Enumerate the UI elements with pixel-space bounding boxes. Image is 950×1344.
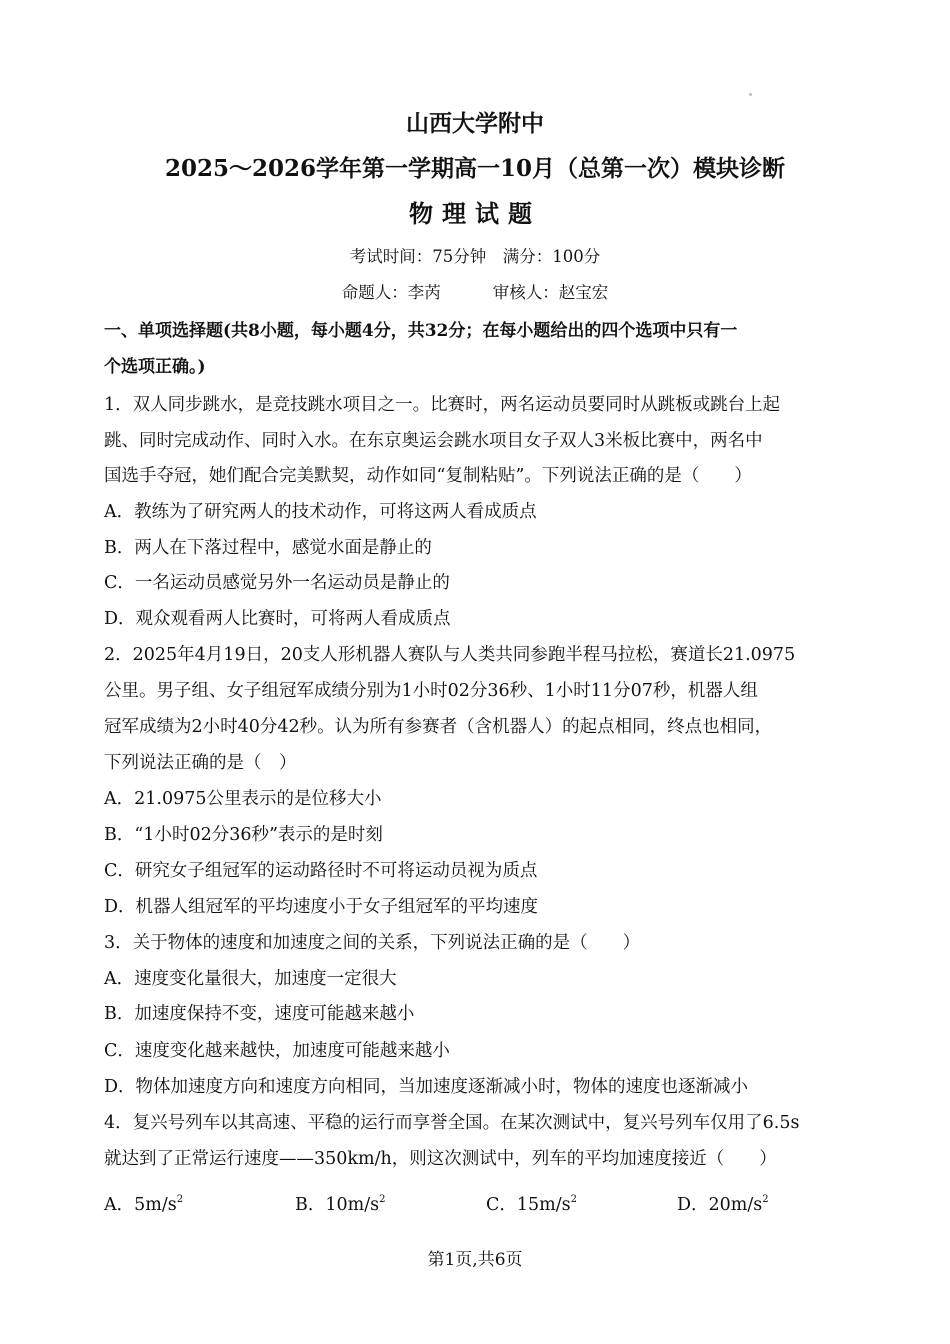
q3-option-b: B．加速度保持不变，速度可能越来越小 [104,1004,415,1024]
q1-stem-line: 跳、同时完成动作、同时入水。在东京奥运会跳水项目女子双人3米板比赛中，两名中 [104,431,763,451]
q4-stem-line: 4．复兴号列车以其高速、平稳的运行而享誉全国。在某次测试中，复兴号列车仅用了6.5s [104,1113,800,1133]
q1-option-c: C．一名运动员感觉另外一名运动员是静止的 [104,573,450,593]
q3-stem-line: 3．关于物体的速度和加速度之间的关系，下列说法正确的是（ ） [104,933,641,953]
q4-stem-line: 就达到了正常运行速度——350km/h，则这次测试中，列车的平均加速度接近（ ） [104,1149,777,1169]
q4-choice-a: A．$5m/s^2$ [104,1194,184,1215]
q2-option-a: A．21.0975公里表示的是位移大小 [104,789,382,809]
q1-option-d: D．观众观看两人比赛时，可将两人看成质点 [104,609,451,629]
q1-stem-line: 国选手夺冠，她们配合完美默契，动作如同“复制粘贴”。下列说法正确的是（ ） [104,466,752,486]
subject-title: 物理试题 [409,199,541,228]
setter: 命题人：李芮 [341,283,441,302]
q4-choice-d: D．$20m/s^2$ [677,1194,769,1215]
q3-option-c: C．速度变化越来越快，加速度可能越来越小 [104,1041,450,1061]
q2-option-b: B．“1小时02分36秒”表示的是时刻 [104,825,383,845]
q1-stem-line: 1．双人同步跳水，是竞技跳水项目之一。比赛时，两名运动员要同时从跳板或跳台上起 [104,395,781,415]
q4-choice-c: C．$15m/s^2$ [486,1194,578,1215]
exam-title: 2025～2026学年第一学期高一10月（总第一次）模块诊断 [164,155,786,182]
speck [749,93,752,96]
reviewer: 审核人：赵宝宏 [492,283,609,302]
q2-stem-line: 公里。男子组、女子组冠军成绩分别为1小时02分36秒、1小时11分07秒，机器人组 [104,681,758,701]
exam-meta: 考试时间：75分钟 满分：100分 [349,247,601,266]
q2-stem-line: 下列说法正确的是（ ） [104,753,297,773]
page-footer: 第1页,共6页 [427,1250,523,1270]
q3-option-a: A．速度变化量很大，加速度一定很大 [104,969,397,989]
q2-option-d: D．机器人组冠军的平均速度小于女子组冠军的平均速度 [104,897,539,917]
q2-option-c: C．研究女子组冠军的运动路径时不可将运动员视为质点 [104,861,538,881]
q1-option-b: B．两人在下落过程中，感觉水面是静止的 [104,538,432,558]
q1-option-a: A．教练为了研究两人的技术动作，可将这两人看成质点 [104,502,537,522]
q2-stem-line: 2．2025年4月19日，20支人形机器人赛队与人类共同参跑半程马拉松，赛道长21.0975 [104,645,796,665]
section-heading: 一、单项选择题(共8小题，每小题4分，共32分；在每小题给出的四个选项中只有一 [104,321,738,341]
q3-option-d: D．物体加速度方向和速度方向相同，当加速度逐渐减小时，物体的速度也逐渐减小 [104,1077,749,1097]
q2-stem-line: 冠军成绩为2小时40分42秒。认为所有参赛者（含机器人）的起点相同，终点也相同， [104,717,773,737]
section-heading-cont: 个选项正确。) [104,357,206,377]
q4-choice-b: B．$10m/s^2$ [295,1194,386,1215]
school-name: 山西大学附中 [406,110,544,137]
authors-line [0,285,950,302]
